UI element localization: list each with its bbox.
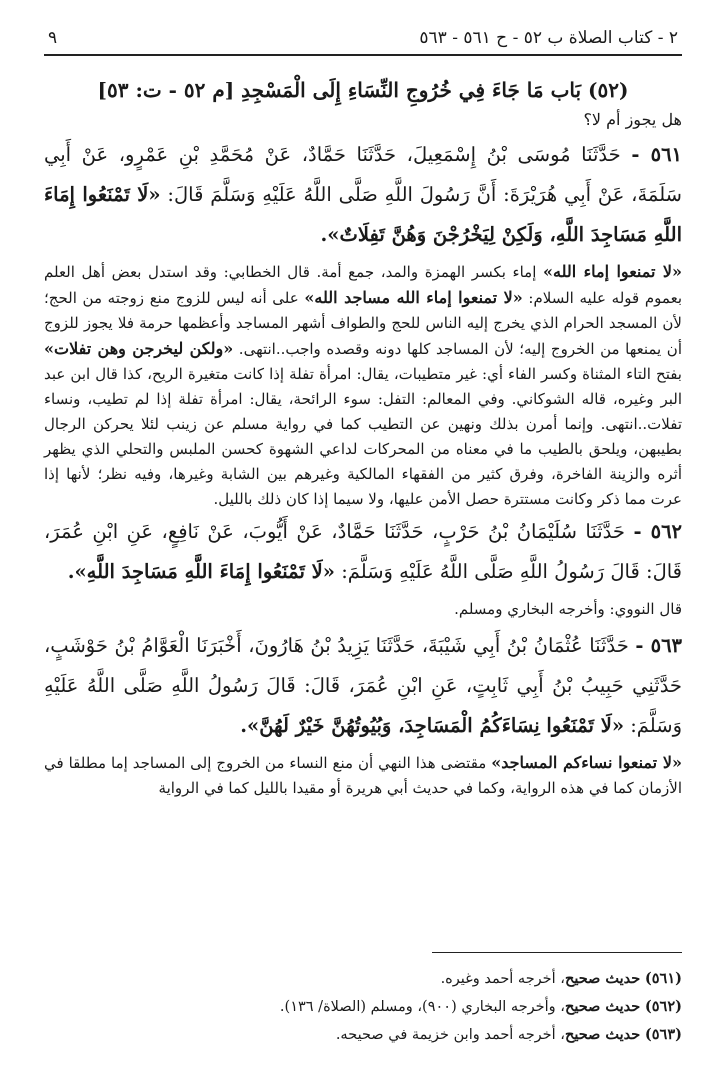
page-number: ٩ [48, 28, 58, 48]
running-header-section: ٢ - كتاب الصلاة ب ٥٢ - ح ٥٦١ - ٥٦٣ [419, 28, 678, 48]
footnote-561 [44, 965, 682, 993]
footnote-ref: (٥٦٣) [644, 1026, 682, 1043]
footnote-563 [44, 1021, 682, 1049]
footnote-ref: (٥٦٢) [644, 998, 682, 1015]
footnote-grade: حديث صحيح [564, 970, 641, 987]
commentary-quote: «لا تمنعوا إماء الله مساجد الله» [304, 288, 523, 307]
commentary-561 [44, 259, 682, 512]
hadith-562 [44, 512, 682, 592]
chapter-title: (٥٢) بَاب مَا جَاءَ فِي خُرُوجِ النِّسَاءِ إِلَى الْمَسْجِدِ [م ٥٢ - ت: ٥٣] [97, 78, 629, 102]
commentary-quote: «ولكن ليخرجن وهن تفلات» [44, 339, 234, 358]
hadith-561 [44, 135, 682, 255]
running-header [44, 28, 682, 56]
commentary-text: بفتح التاء المثناة وكسر الفاء أي: غير متطيبات، يقال: امرأة تفلة إذا كانت متغيرة الريح، كذا قال ابن عبد البر وغيره، قاله الشوكاني. وفي المعالم: التفل: سوء الرائحة، يقال: امرأة تفلة إذا لم تطيب، ونساء تفلات..انتهى. وإنما أمرن بذلك ونهين عن التطيب كما في رواية مسلم عن زينب لئلا يحركن الرجال بطيبهن، ويلحق بالطيب ما في معناه من المحركات لداعي الشهوة كحسن الملبس والتحلي الذي يظهر أثره والزينة الفاخرة، وفرق كثير من الفقهاء المالكية وغيرهم بين الشابة وغيرها، وفيه نظر؛ لأنها إذا عرت مما ذكر وكانت مستترة حصل الأمن عليها، ولا سيما إذا كان ذلك بالليل. [44, 365, 682, 508]
hadith-number: ٥٦٢ - [633, 520, 683, 543]
footnote-divider [432, 952, 682, 953]
hadith-number: ٥٦١ - [631, 143, 683, 166]
hadith-isnad: حَدَّثَنَا عُثْمَانُ بْنُ أَبِي شَيْبَةَ، حَدَّثَنَا يَزِيدُ بْنُ هَارُونَ، أَخْبَرَنَا الْعَوَّامُ بْنُ حَوْشَبٍ، حَدَّثَنِي حَبِيبُ بْنُ أَبِي ثَابِتٍ، عَنِ ابْنِ عُمَرَ، قَالَ: قَالَ رَسُولُ اللَّهِ صَلَّى اللَّهُ عَلَيْهِ وَسَلَّمَ: [44, 634, 682, 737]
commentary-text: إماء بكسر الهمزة والمد، جمع أمة. قال الخطابي: وقد استدل بعض أهل العلم بعموم قوله عليه السلام: [44, 263, 682, 307]
chapter-question: هل يجوز أم لا؟ [583, 110, 682, 129]
hadith-isnad: حَدَّثَنَا مُوسَى بْنُ إِسْمَعِيلَ، حَدَّثَنَا حَمَّادٌ، عَنْ مُحَمَّدِ بْنِ عَمْرٍو، عَنْ أَبِي سَلَمَةَ، عَنْ أَبِي هُرَيْرَةَ: أَنَّ رَسُولَ اللَّهِ صَلَّى اللَّهُ عَلَيْهِ وَسَلَّمَ قَالَ: [44, 143, 682, 206]
commentary-quote: «لا تمنعوا نساءكم المساجد» [491, 753, 682, 772]
commentary-text: مقتضى هذا النهي أن منع النساء من الخروج إلى المساجد إما مطلقا في الأزمان كما في هذه الرواية، وكما في حديث أبي هريرة أو مقيدا بالليل كما في الرواية [44, 754, 682, 797]
footnotes [44, 952, 682, 1049]
footnote-562 [44, 993, 682, 1021]
commentary-562: قال النووي: وأخرجه البخاري ومسلم. [454, 600, 682, 618]
commentary-563 [44, 750, 682, 801]
hadith-563 [44, 626, 682, 746]
footnote-text: ، وأخرجه البخاري (٩٠٠)، ومسلم (الصلاة/ ١٣٦). [279, 999, 565, 1015]
hadith-matn: «لَا تَمْنَعُوا إِمَاءَ اللَّهِ مَسَاجِدَ اللَّهِ». [67, 560, 335, 583]
hadith-matn: «لَا تَمْنَعُوا نِسَاءَكُمُ الْمَسَاجِدَ، وَبُيُوتُهُنَّ خَيْرٌ لَهُنَّ». [240, 714, 625, 737]
footnote-text: ، أخرجه أحمد وابن خزيمة في صحيحه. [335, 1027, 565, 1043]
hadith-matn: «لَا تَمْنَعُوا إِمَاءَ اللَّهِ مَسَاجِدَ اللَّهِ، وَلَكِنْ لِيَخْرُجْنَ وَهُنَّ تَفِلَاتٌ». [44, 183, 682, 246]
footnote-grade: حديث صحيح [564, 998, 641, 1015]
footnote-text: ، أخرجه أحمد وغيره. [440, 971, 565, 987]
footnote-grade: حديث صحيح [564, 1026, 641, 1043]
commentary-quote: «لا تمنعوا إماء الله» [543, 262, 682, 281]
hadith-number: ٥٦٣ - [635, 634, 683, 657]
hadith-isnad: حَدَّثَنَا سُلَيْمَانُ بْنُ حَرْبٍ، حَدَّثَنَا حَمَّادٌ، عَنْ أَيُّوبَ، عَنْ نَافِعٍ، عَنِ ابْنِ عُمَرَ، قَالَ: قَالَ رَسُولُ اللَّهِ صَلَّى اللَّهُ عَلَيْهِ وَسَلَّمَ: [44, 520, 682, 583]
commentary-text: على أنه ليس للزوج منع زوجته من الحج؛ لأن المسجد الحرام الذي يخرج إليه الناس للحج والطواف أشهر المساجد وأعظمها حرمة فلا يجوز للزوج أن يمنعها من الخروج إليه؛ لأن المساجد كلها دونه وقصده واجب..انتهى. [44, 289, 682, 358]
footnote-ref: (٥٦١) [644, 970, 682, 987]
